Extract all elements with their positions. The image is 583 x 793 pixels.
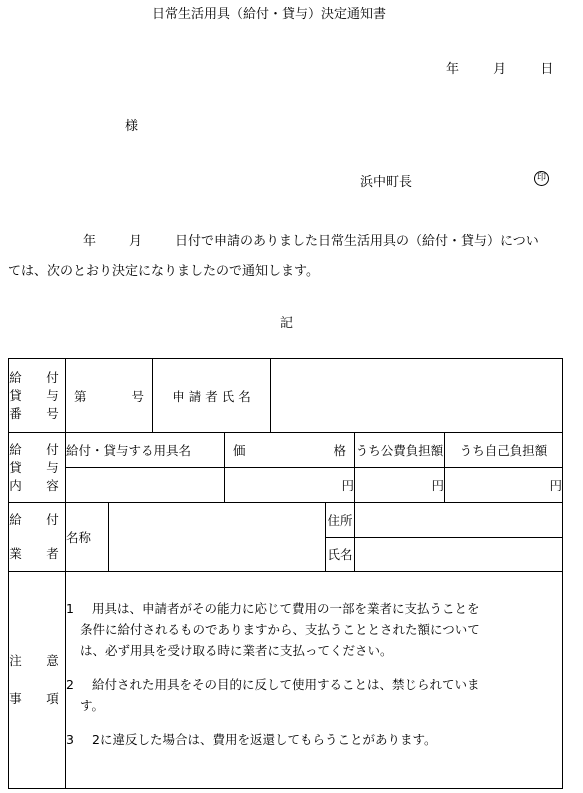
vendor-name-field[interactable] [109,503,326,572]
vendor-name-label: 名称 [66,503,109,572]
label-number: 給 付 貸 与 番 号 [9,359,66,433]
applicant-label: 申 請 者 氏 名 [153,359,271,433]
date-year: 年 [446,62,460,77]
body-month: 月 [129,234,143,249]
body-line-1-text: 日付で申請のありました日常生活用具の（給付・貸与）につい [175,234,539,249]
note-2: 2 給付された用具をその目的に反して使用することは、禁じられていま す。 [66,676,480,713]
issuer-name: 浜中町長 [360,175,413,190]
price-header: 価 格 [225,433,355,468]
applicant-name-field[interactable] [271,359,563,433]
date-day: 日 [540,62,554,77]
date-month: 月 [493,62,507,77]
price-field[interactable]: 円 [225,468,355,503]
note-1: 1 用具は、申請者がその能力に応じて費用の一部を業者に支払うことを 条件に給付されるものでありますから、支払うこととされた額について は、必ず用具を受け取る時に業者に支払ってください。 [66,600,480,658]
item-name-field[interactable] [66,468,225,503]
issue-date [446,58,553,77]
decision-form-table [8,358,563,789]
vendor-person-field[interactable] [355,537,563,572]
row-content-values [9,468,563,503]
item-name-header: 給付・貸与する用具名 [66,433,225,468]
vendor-address-label: 住所 [326,503,355,538]
seal-mark: 印 [534,171,549,186]
label-notes: 注 意 事 項 [9,572,66,789]
recipient-suffix: 様 [125,119,139,134]
vendor-person-label: 氏名 [326,537,355,572]
body-year: 年 [83,234,97,249]
row-content-header [9,433,563,468]
number-cell[interactable]: 第 号 [66,359,153,433]
row-number [9,359,563,433]
self-share-field[interactable]: 円 [445,468,563,503]
vendor-address-field[interactable] [355,503,563,538]
note-3: 3 2に違反した場合は、費用を返還してもらうことがあります。 [66,731,437,747]
row-vendor-address [9,503,563,538]
notes-cell [66,572,563,789]
ki-heading: 記 [280,316,294,331]
self-share-header: うち自己負担額 [445,433,563,468]
body-line-1 [8,227,568,257]
public-share-header: うち公費負担額 [355,433,445,468]
body-line-2: ては、次のとおり決定になりましたので通知します。 [8,264,319,279]
row-notes [9,572,563,789]
document-title: 日常生活用具（給付・貸与）決定通知書 [152,7,387,22]
label-content: 給 付 貸 与 内 容 [9,433,66,503]
notice-body [8,227,568,287]
label-vendor: 給 付 業 者 [9,503,66,572]
public-share-field[interactable]: 円 [355,468,445,503]
